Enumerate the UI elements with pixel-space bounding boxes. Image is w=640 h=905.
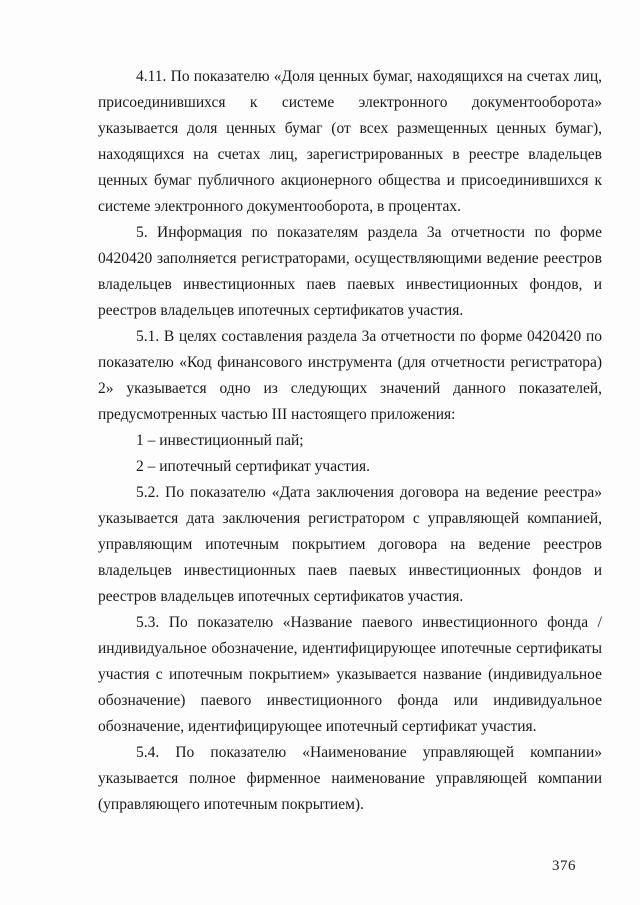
paragraph-5-2: 5.2. По показателю «Дата заключения договора на ведение реестра» указывается дата заключения регистратором с управляющей компанией, управляющим ипотечным покрытием договора на ведение реестров владельцев инвестиционных паев паевых инвестиционных фондов и реестров владельцев ипотечных сертификатов участия.: [98, 484, 602, 605]
paragraph-4-11: 4.11. По показателю «Доля ценных бумаг, находящихся на счетах лиц, присоединившихся к системе электронного документооборота» указывается доля ценных бумаг (от всех размещенных ценных бумаг), находящихся на счетах лиц, зарегистрированных в реестре владельцев ценных бумаг публичного акционерного общества и присоединившихся к системе электронного документооборота, в процентах.: [98, 68, 602, 215]
paragraph-5-4: 5.4. По показателю «Наименование управляющей компании» указывается полное фирменное наименование управляющей компании (управляющего ипотечным покрытием).: [98, 744, 602, 813]
paragraph-5: 5. Информация по показателям раздела 3а отчетности по форме 0420420 заполняется регистраторами, осуществляющими ведение реестров владельцев инвестиционных паев паевых инвестиционных фондов, и реестров владельцев ипотечных сертификатов участия.: [98, 224, 602, 319]
list-item-1: 1 – инвестиционный пай;: [136, 432, 304, 449]
document-body: [98, 64, 602, 818]
paragraph-5-3: 5.3. По показателю «Название паевого инвестиционного фонда / индивидуальное обозначение, идентифицирующее ипотечные сертификаты участия с ипотечным покрытием» указывается название (индивидуальное обозначение) паевого инвестиционного фонда или индивидуальное обозначение, идентифицирующее ипотечный сертификат участия.: [98, 614, 602, 735]
paragraph-5-1: 5.1. В целях составления раздела 3а отчетности по форме 0420420 по показателю «Код финансового инструмента (для отчетности регистратора) 2» указывается одно из следующих значений данного показателей, предусмотренных частью III настоящего приложения:: [98, 328, 602, 423]
list-item-2: 2 – ипотечный сертификат участия.: [136, 458, 371, 475]
page-number: 376: [552, 858, 576, 874]
